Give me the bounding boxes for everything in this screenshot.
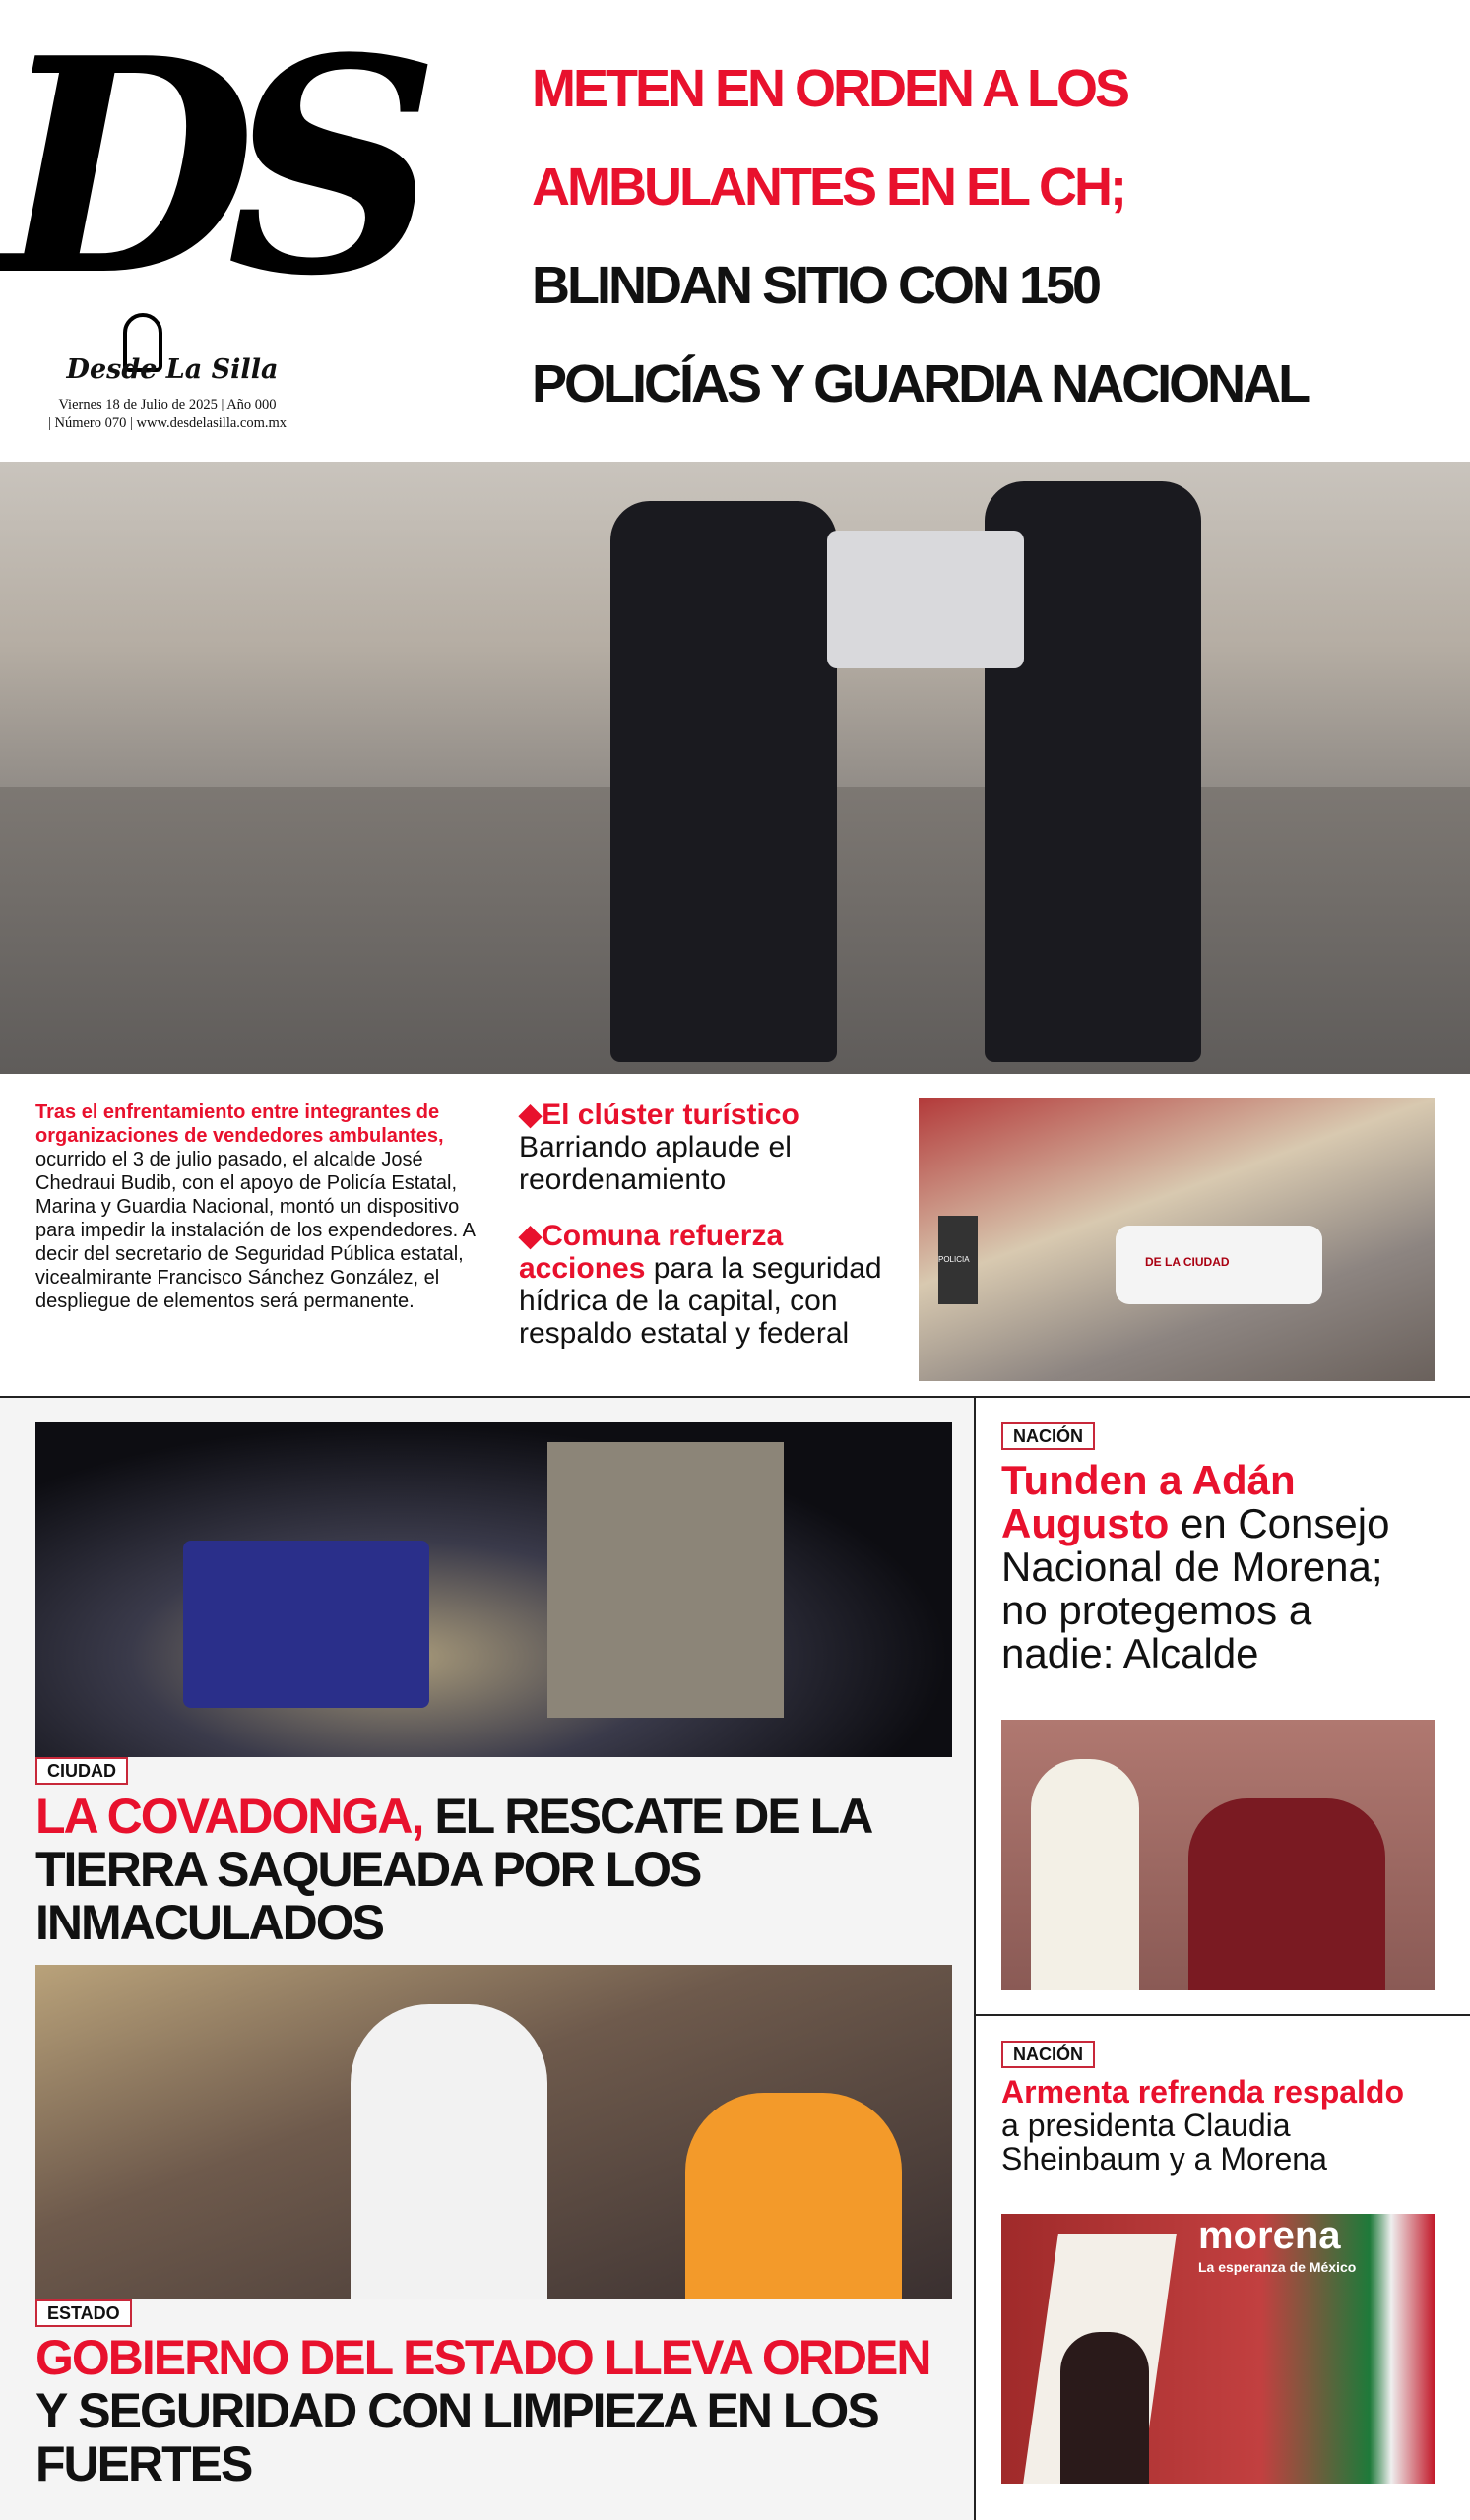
- official: [351, 2004, 547, 2300]
- armenta-morena-photo[interactable]: [1001, 2214, 1435, 2484]
- bullet-rest: para la seguridad hídrica de la capital, con respaldo estatal y federal: [519, 1252, 882, 1350]
- headline-black: a presidenta Claudia Sheinbaum y a Morena: [1001, 2108, 1327, 2176]
- brand-name: Desde La Silla: [66, 354, 279, 385]
- speaker: [1060, 2332, 1149, 2484]
- morena-council-photo[interactable]: [1001, 1720, 1435, 1990]
- headline-line: SEGURIDAD CON LIMPIEZA EN LOS FUERTES: [35, 2383, 878, 2491]
- headline-line: SAQUEADA POR LOS INMACULADOS: [35, 1842, 701, 1950]
- headline-line: BLINDAN SITIO CON 150: [532, 256, 1100, 315]
- hero-photo-police[interactable]: [0, 462, 1470, 1074]
- story-headline[interactable]: [35, 1790, 952, 1949]
- number-line: | Número 070 | www.desdelasilla.com.mx: [47, 415, 288, 431]
- building: [547, 1442, 784, 1718]
- police-car-photo[interactable]: [919, 1098, 1435, 1381]
- officials-photo[interactable]: [35, 1965, 952, 2300]
- police-car: DE LA CIUDAD: [1116, 1226, 1322, 1304]
- headline-line: POLICÍAS Y GUARDIA NACIONAL: [532, 354, 1309, 413]
- summary-lead: Tras el enfrentamiento entre integrantes de organizaciones de vendedores ambulantes,: [35, 1102, 444, 1147]
- headline-line: METEN EN ORDEN A LOS: [532, 59, 1128, 118]
- section-tag[interactable]: NACIÓN: [1001, 2041, 1095, 2068]
- police-shield: POLICIA: [938, 1216, 978, 1304]
- person: [1188, 1798, 1385, 1990]
- story-headline[interactable]: [35, 2331, 952, 2490]
- bullet-item[interactable]: ◆Comuna refuerza acciones para la seguridad hídrica de la capital, con respaldo estatal y federal: [519, 1220, 882, 1350]
- police-truck: [827, 531, 1024, 668]
- column-divider: [974, 1398, 976, 2520]
- divider: [976, 2014, 1470, 2016]
- worker: [685, 2093, 902, 2300]
- headline-black: EL RESCATE DE LA TIERRA: [35, 1789, 870, 1897]
- demolition-photo[interactable]: [35, 1422, 952, 1757]
- bullet-head: Comuna refuerza acciones: [519, 1220, 784, 1285]
- ds-logo[interactable]: DS: [0, 0, 411, 341]
- headline-black: Y: [35, 2383, 67, 2438]
- headline-line: AMBULANTES EN EL CH;: [532, 158, 1125, 217]
- bullet-head: El clúster turístico: [542, 1099, 799, 1131]
- bullet-rest: Barriando aplaude el reordenamiento: [519, 1131, 792, 1196]
- story-headline[interactable]: [1001, 1459, 1435, 1675]
- bullet-item[interactable]: ◆El clúster turístico Barriando aplaude el reordenamiento: [519, 1099, 799, 1196]
- section-tag[interactable]: ESTADO: [35, 2300, 132, 2327]
- morena-logo: morena: [1198, 2214, 1341, 2257]
- headline-red: LA COVADONGA,: [35, 1789, 423, 1844]
- person: [1031, 1759, 1139, 1990]
- headline-red: Tunden a Adán Augusto: [1001, 1457, 1296, 1546]
- police-officer: [610, 501, 837, 1062]
- headline-black: en Consejo Nacional de Morena; no protegemos a nadie: Alcalde: [1001, 1500, 1390, 1676]
- section-tag[interactable]: CIUDAD: [35, 1757, 128, 1785]
- summary-body: ocurrido el 3 de julio pasado, el alcalde José Chedraui Budib, con el apoyo de Policía Estatal, Marina y Guardia Nacional, montó un dispositivo para impedir la instalación de los expendedores. A decir del secretario de Seguridad Pública estatal, vicealmirante Francisco Sánchez González, el despliegue de elementos será permanente.: [35, 1149, 475, 1312]
- story-headline[interactable]: [1001, 2075, 1435, 2175]
- morena-tagline: La esperanza de México: [1198, 2259, 1357, 2275]
- related-bullets: [519, 1099, 913, 1350]
- headline-red: Armenta refrenda respaldo: [1001, 2074, 1405, 2110]
- excavator: [183, 1541, 429, 1708]
- headline-red: GOBIERNO DEL ESTADO LLEVA ORDEN: [35, 2330, 930, 2385]
- section-tag[interactable]: NACIÓN: [1001, 1422, 1095, 1450]
- date-line: Viernes 18 de Julio de 2025 | Año 000: [58, 397, 277, 412]
- issue-meta: [20, 396, 315, 433]
- summary-text: [35, 1101, 488, 1313]
- main-headline[interactable]: [532, 39, 1457, 433]
